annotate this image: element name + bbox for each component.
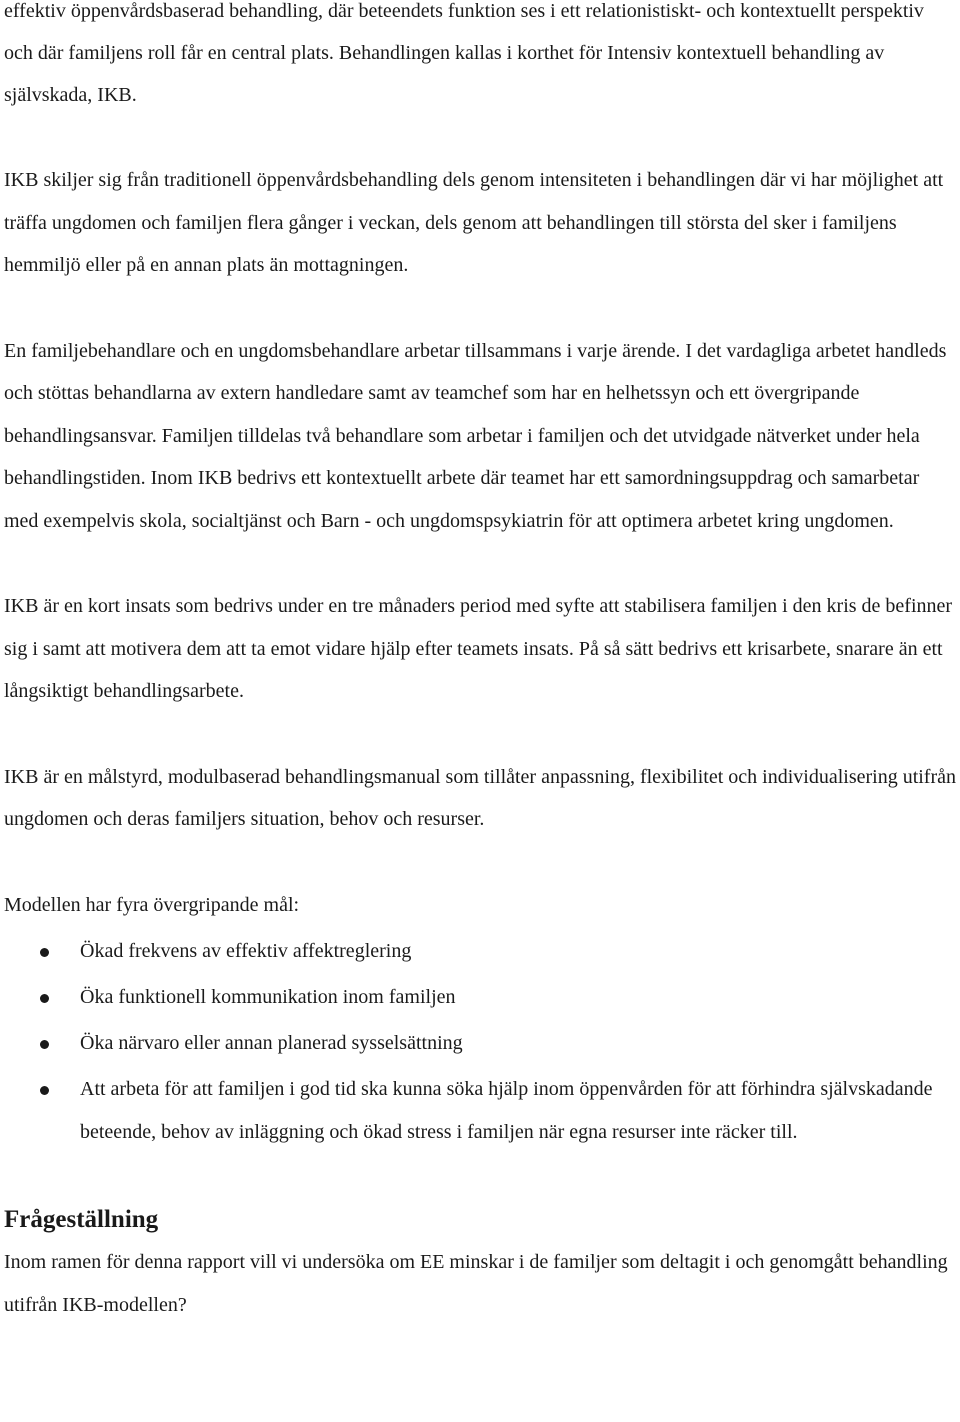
goals-intro: Modellen har fyra övergripande mål: [4, 893, 300, 916]
goal-list-item [4, 1068, 956, 1154]
bullet-icon [40, 1086, 49, 1095]
document-page [4, 0, 956, 1326]
bullet-icon [40, 1040, 49, 1049]
paragraph-intensity: IKB skiljer sig från traditionell öppenvårdsbehandling dels genom intensiteten i behandlingen där vi har möjlighet att träffa ungdomen och familjen flera gånger i veckan, dels genom att behandlingen till största del sker i familjens hemmiljö eller på en annan plats än mottagningen. [4, 169, 944, 276]
section-paragraph: Inom ramen för denna rapport vill vi undersöka om EE minskar i de familjer som deltagit i och genomgått behandling utifrån IKB-modellen? [4, 1251, 948, 1316]
goal-list-item [4, 1022, 956, 1065]
goal-text: Ökad frekvens av effektiv affektreglering [80, 940, 412, 962]
paragraph-manual: IKB är en målstyrd, modulbaserad behandlingsmanual som tillåter anpassning, flexibilitet och individualisering utifrån ungdomen och deras familjers situation, behov och resurser. [4, 765, 957, 830]
goals-list [4, 930, 956, 1154]
paragraph-short-intervention: IKB är en kort insats som bedrivs under en tre månaders period med syfte att stabilisera familjen i den kris de befinner sig i samt att motivera dem att ta emot vidare hjälp efter teamets insats. På så sätt bedrivs ett krisarbete, snarare än ett långsiktigt behandlingsarbete. [4, 595, 953, 702]
goal-list-item [4, 930, 956, 973]
goal-list-item [4, 976, 956, 1019]
bullet-icon [40, 994, 49, 1003]
bullet-icon [40, 948, 49, 957]
section-heading: Frågeställning [4, 1206, 159, 1233]
paragraph-team: En familjebehandlare och en ungdomsbehandlare arbetar tillsammans i varje ärende. I det vardagliga arbetet handleds och stöttas behandlarna av extern handledare samt av teamchef som har en helhetssyn och ett övergripande behandlingsansvar. Familjen tilldelas två behandlare som arbetar i familjen och det utvidgade nätverket under hela behandlingstiden. Inom IKB bedrivs ett kontextuellt arbete där teamet har ett samordningsuppdrag och samarbetar med exempelvis skola, socialtjänst och Barn - och ungdomspsykiatrin för att optimera arbetet kring ungdomen. [4, 339, 947, 532]
intro-paragraph: effektiv öppenvårdsbaserad behandling, där beteendets funktion ses i ett relationistiskt- och kontextuellt perspektiv och där familjens roll får en central plats. Behandlingen kallas i korthet för Intensiv kontextuell behandling av självskada, IKB. [4, 0, 924, 106]
goal-text: Öka funktionell kommunikation inom familjen [80, 986, 456, 1008]
goal-text: Att arbeta för att familjen i god tid ska kunna söka hjälp inom öppenvården för att förhindra självskadande beteende, behov av inläggning och ökad stress i familjen när egna resurser inte räcker till. [80, 1078, 933, 1143]
goal-text: Öka närvaro eller annan planerad sysselsättning [80, 1032, 463, 1054]
